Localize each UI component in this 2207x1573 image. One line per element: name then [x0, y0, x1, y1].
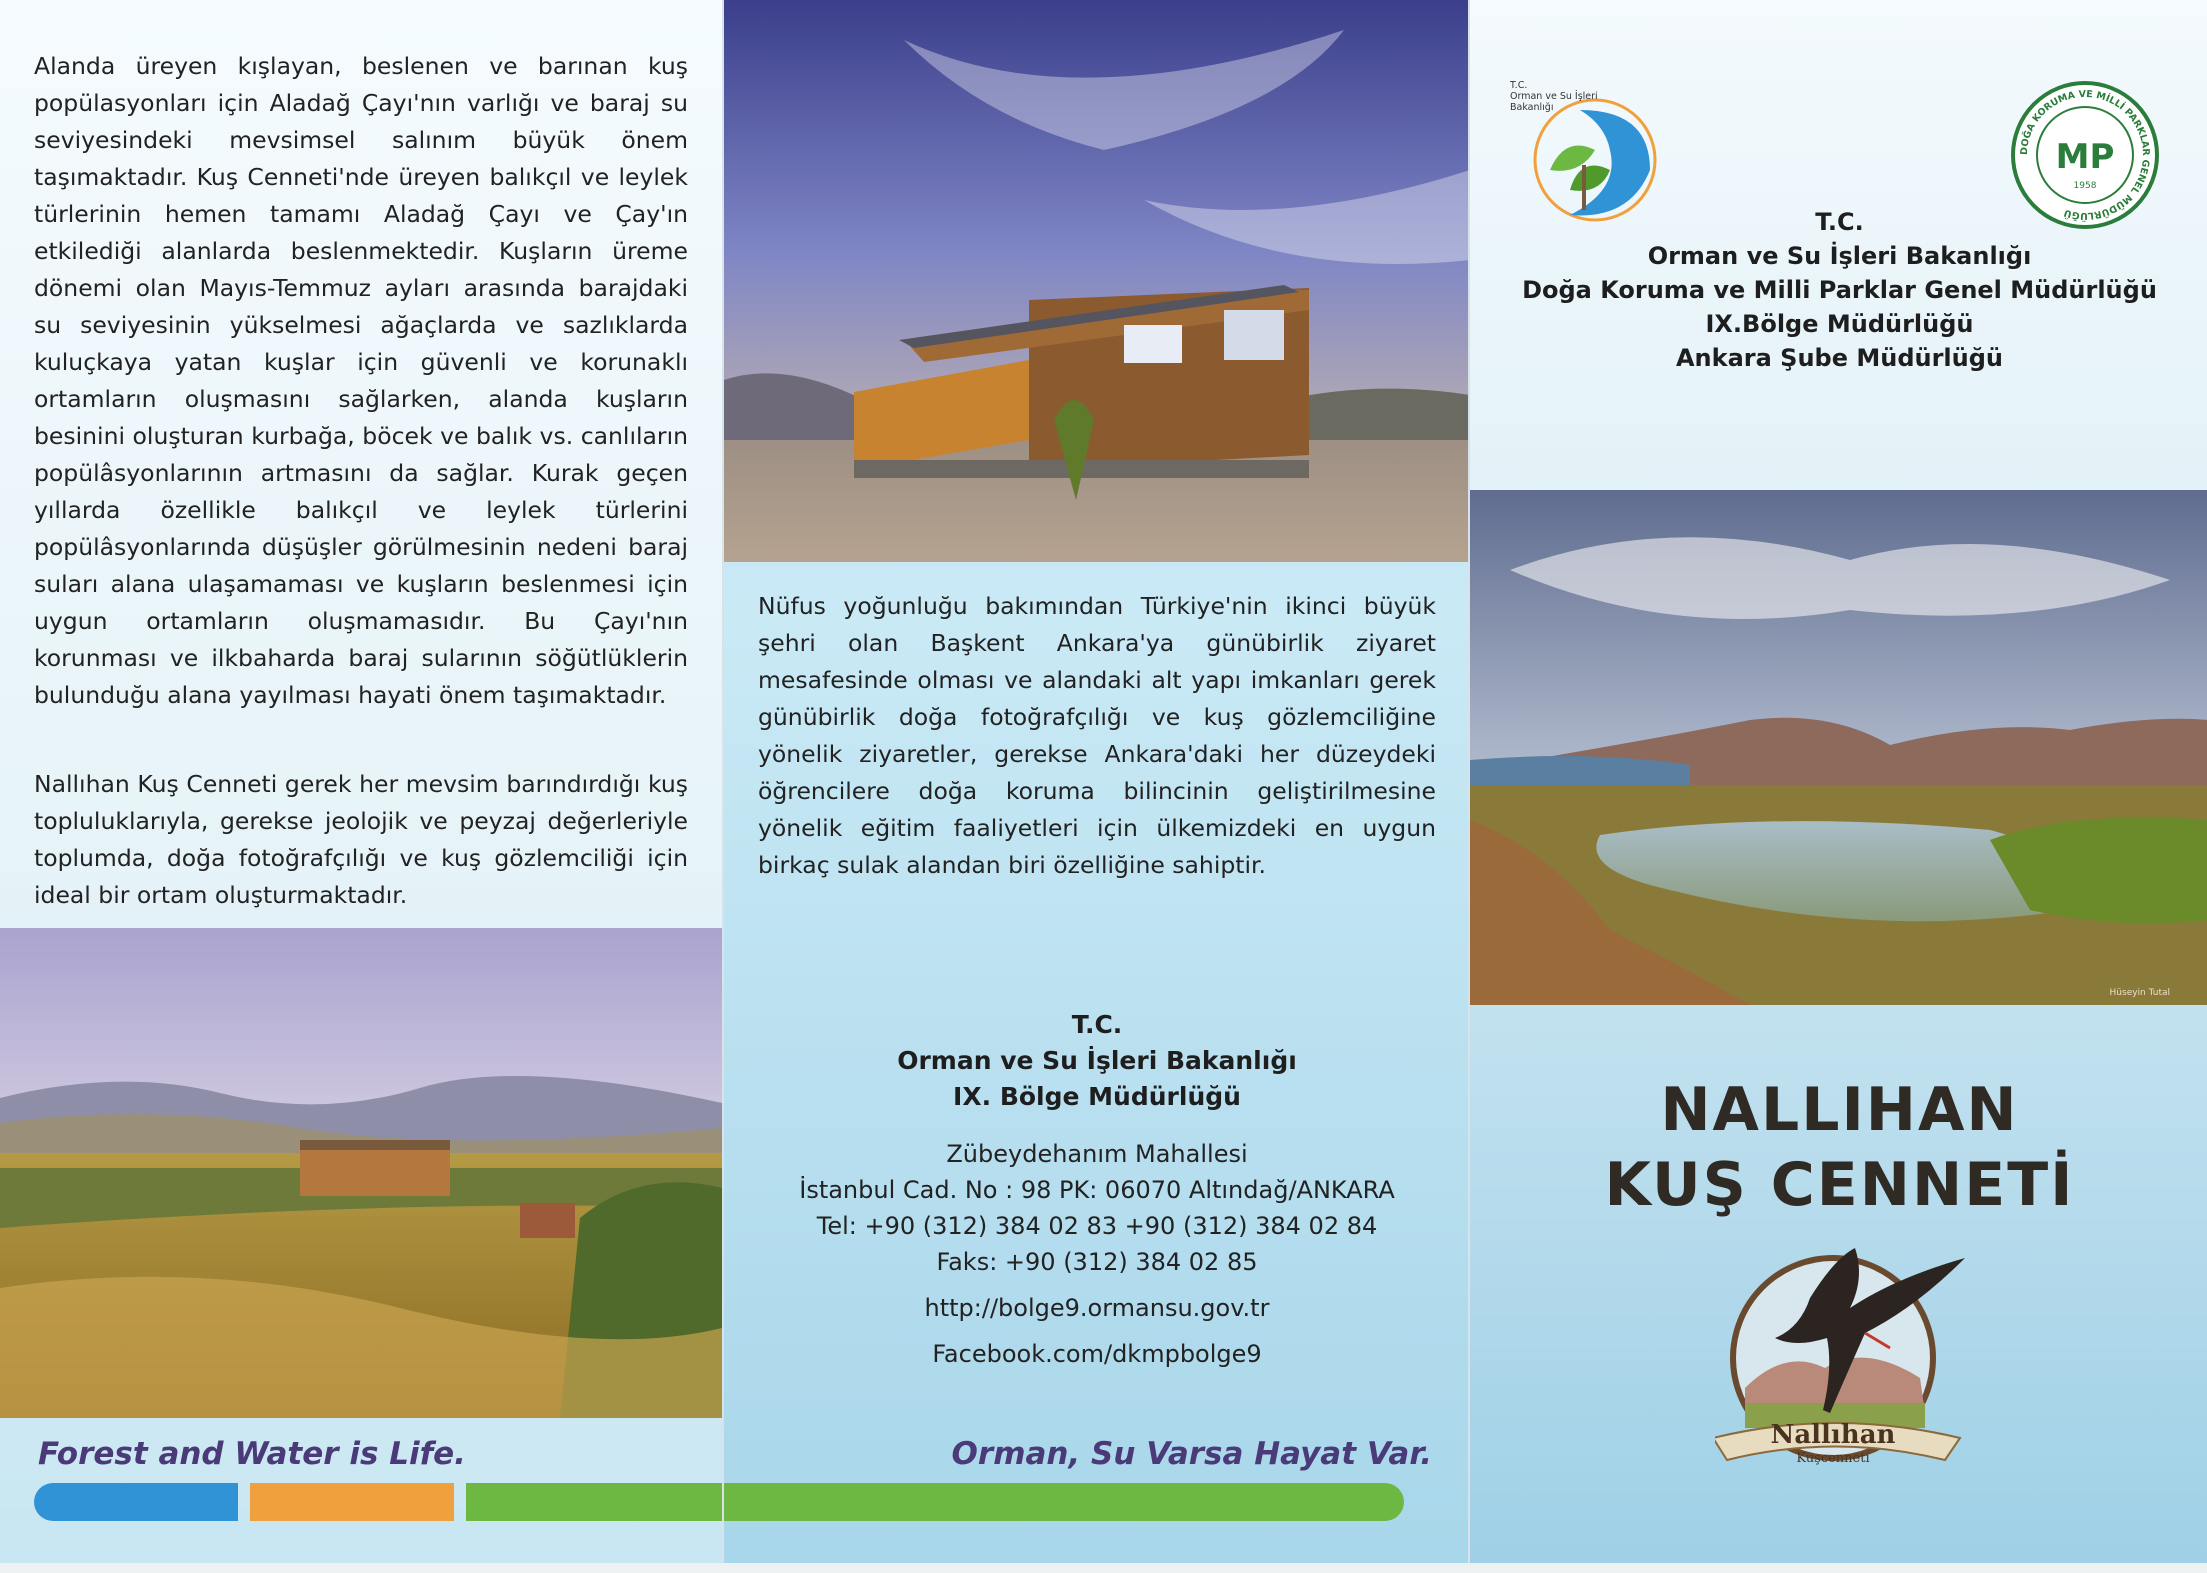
address-line-1: Zübeydehanım Mahallesi [946, 1140, 1248, 1168]
org-tc: T.C. [1815, 208, 1864, 236]
badge-name: Nallıhan [1770, 1420, 1896, 1450]
ministry-logo-text: T.C. Orman ve Su İşleri Bakanlığı [1510, 80, 1598, 113]
photo-credit: Hüseyin Tutal [2109, 988, 2170, 998]
middle-panel [722, 0, 1470, 1563]
brand-title-line-2: KUŞ CENNETİ [1604, 1150, 2075, 1220]
stripe-blue [34, 1483, 238, 1521]
facebook-link[interactable]: Facebook.com/dkmpbolge9 [932, 1340, 1262, 1368]
website-link[interactable]: http://bolge9.ormansu.gov.tr [924, 1294, 1270, 1322]
right-panel [1468, 0, 2207, 1563]
address-org-ministry: Orman ve Su İşleri Bakanlığı [897, 1046, 1297, 1075]
visitor-center-building-photo [724, 0, 1470, 562]
middle-paragraph: Nüfus yoğunluğu bakımından Türkiye'nin ikinci büyük şehri olan Başkent Ankara'ya günübirlik ziyaret mesafesinde olması ve alandaki alt yapı imkanları gerek günübirlik doğa fotoğrafçılığı ve kuş gözlemciliğine yönelik ziyaretler, gerekse Ankara'daki her düzeydeki öğrencilere doğa koruma bilincinin geliştirilmesine yönelik eğitim faaliyetleri için ülkemizdeki en uygun birkaç sulak alandan biri özelliğine sahiptir. [758, 592, 1436, 879]
stripe-green-left [466, 1483, 722, 1521]
address-fax: Faks: +90 (312) 384 02 85 [936, 1248, 1258, 1276]
stripe-orange [250, 1483, 454, 1521]
stripe-green-right [724, 1483, 1404, 1521]
left-paragraph-1: Alanda üreyen kışlayan, beslenen ve barınan kuş popülasyonları için Aladağ Çayı'nın varlığı ve baraj su seviyesindeki mevsimsel salınım büyük önem taşımaktadır. Kuş Cenneti'nde üreyen balıkçıl ve leylek türlerinin hemen tamamı Aladağ Çayı ve Çay'ın etkilediği alanlarda beslenmektedir. Kuşların üreme dönemi olan Mayıs-Temmuz ayları arasında barajdaki su seviyesinin yükselmesi ağaçlarda ve sazlıklarda kuluçkaya yatan kuşlar için güvenli ve korunaklı ortamların oluşmasını sağlarken, alanda kuşların besinini oluşturan kurbağa, böcek ve balık vs. canlıların popülâsyonlarının artmasını da sağlar. Kurak geçen yıllarda özellikle balıkçıl ve leylek türlerini popülâsyonlarında düşüşler görülmesinin nedeni baraj suları alana ulaşamaması ve kuşların beslenmesi için uygun ortamların oluşmamasıdır. Bu Çayı'nın korunması ve ilkbaharda baraj sularının söğütlüklerin bulunduğu alana yayılması hayati önem taşımaktadır. [34, 52, 688, 709]
left-paragraph-2: Nallıhan Kuş Cenneti gerek her mevsim barındırdığı kuş topluluklarıyla, gerekse jeolojik ve peyzaj değerleriyle toplumda, doğa fotoğrafçılığı ve kuş gözlemciliği için ideal bir ortam oluşturmaktadır. [34, 770, 688, 909]
national-parks-logo-year: 1958 [2073, 181, 2097, 191]
address-line-2: İstanbul Cad. No : 98 PK: 06070 Altındağ/ANKARA [799, 1176, 1395, 1204]
address-org-tc: T.C. [1071, 1010, 1123, 1039]
visitor-center-landscape-photo [0, 928, 722, 1418]
left-panel [0, 0, 722, 1563]
brand-title-line-1: NALLIHAN [1660, 1075, 2019, 1145]
lake-landscape-photo [1470, 490, 2207, 1005]
org-directorate: Doğa Koruma ve Milli Parklar Genel Müdürlüğü [1522, 276, 2157, 304]
national-parks-logo-letters: MP [2055, 137, 2115, 177]
slogan-turkish: Orman, Su Varsa Hayat Var. [951, 1436, 1432, 1472]
slogan-english: Forest and Water is Life. [38, 1436, 466, 1472]
org-branch: Ankara Şube Müdürlüğü [1675, 344, 2004, 372]
org-ministry: Orman ve Su İşleri Bakanlığı [1647, 242, 2032, 270]
bird-sanctuary-badge [1715, 1238, 2015, 1478]
badge-subtitle: Kuşcenneti [1796, 1451, 1870, 1466]
org-region: IX.Bölge Müdürlüğü [1705, 310, 1974, 338]
address-telephone: Tel: +90 (312) 384 02 83 +90 (312) 384 02 84 [816, 1212, 1378, 1240]
address-org-region: IX. Bölge Müdürlüğü [953, 1082, 1241, 1111]
national-parks-logo-ring-text: DOĞA KORUMA VE MİLLİ PARKLAR GENEL MÜDÜRLÜĞÜ [2018, 88, 2152, 222]
